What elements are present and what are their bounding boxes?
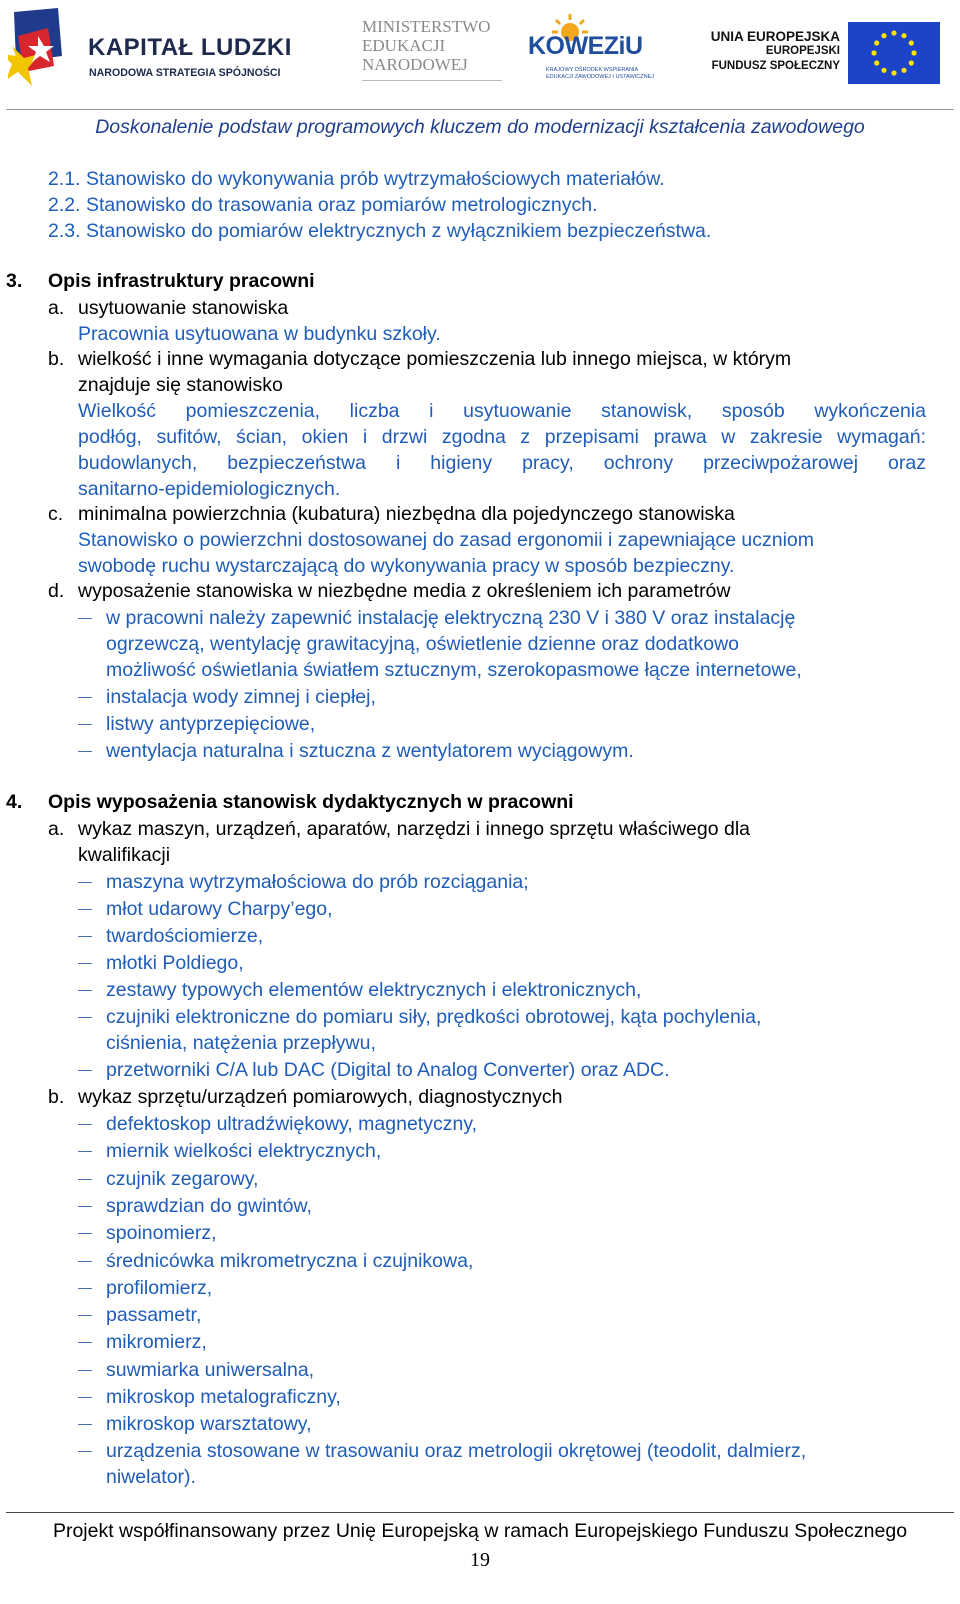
dash-bullet-icon: [78, 1124, 92, 1125]
dash-bullet-icon: [78, 1233, 92, 1234]
eu-star-icon: [881, 68, 886, 73]
dash-bullet-icon: [78, 1342, 92, 1343]
list-item: ogrzewczą, wentylację grawitacyjną, oświetlenie dzienne oraz dodatkowo: [106, 633, 740, 655]
list-item: w pracowni należy zapewnić instalację elektryczną 230 V i 380 V oraz instalację: [106, 607, 796, 629]
list-item: profilomierz,: [106, 1277, 213, 1299]
list-item: czujnik zegarowy,: [106, 1168, 259, 1190]
item-marker: a.: [48, 818, 65, 840]
item-answer: sanitarno-epidemiologicznych.: [78, 478, 341, 500]
ministry-line: MINISTERSTWO: [362, 17, 491, 36]
eu-star-icon: [901, 33, 906, 38]
list-item: mikroskop warsztatowy,: [106, 1413, 312, 1435]
list-item: defektoskop ultradźwiękowy, magnetyczny,: [106, 1113, 478, 1135]
footer-text: Projekt współfinansowany przez Unię Europejską w ramach Europejskiego Funduszu Społecznego: [52, 1520, 908, 1542]
list-item: mikroskop metalograficzny,: [106, 1386, 341, 1408]
list-item: urządzenia stosowane w trasowaniu oraz metrologii okrętowej (teodolit, dalmierz,: [106, 1440, 807, 1462]
dash-bullet-icon: [78, 1288, 92, 1289]
eu-logo-text: [700, 29, 840, 74]
ministry-line: NARODOWEJ: [362, 55, 468, 74]
station-item: 2.2. Stanowisko do trasowania oraz pomiarów metrologicznych.: [48, 194, 598, 216]
eu-star-icon: [881, 33, 886, 38]
list-item: przetworniki C/A lub DAC (Digital to Analog Converter) oraz ADC.: [106, 1059, 670, 1081]
list-item: ciśnienia, natężenia przepływu,: [106, 1032, 376, 1054]
eu-star-icon: [871, 50, 876, 55]
item-label: usytuowanie stanowiska: [78, 297, 289, 319]
list-item: miernik wielkości elektrycznych,: [106, 1140, 382, 1162]
eu-star-icon: [909, 40, 914, 45]
list-item: młotki Poldiego,: [106, 952, 244, 974]
dash-bullet-icon: [78, 1424, 92, 1425]
dash-bullet-icon: [78, 936, 92, 937]
list-item: passametr,: [106, 1304, 202, 1326]
page-number: 19: [470, 1549, 490, 1571]
item-marker: b.: [48, 348, 65, 370]
section-heading: Opis infrastruktury pracowni: [48, 270, 315, 292]
item-label: wykaz maszyn, urządzeń, aparatów, narzędzi i innego sprzętu właściwego dla: [78, 818, 751, 840]
dash-bullet-icon: [78, 1017, 92, 1018]
list-item: instalacja wody zimnej i ciepłej,: [106, 686, 376, 708]
kowezu-subtitle: [546, 67, 654, 81]
header-logos: [0, 0, 960, 110]
list-item: spoinomierz,: [106, 1222, 217, 1244]
dash-bullet-icon: [78, 1397, 92, 1398]
kowezu-title: KOWEZiU: [528, 32, 643, 60]
eu-star-icon: [891, 30, 896, 35]
eu-title: UNIA EUROPEJSKA: [710, 29, 840, 44]
dash-bullet-icon: [78, 909, 92, 910]
list-item: suwmiarka uniwersalna,: [106, 1359, 315, 1381]
item-label: znajduje się stanowisko: [78, 374, 283, 396]
list-item: niwelator).: [106, 1466, 196, 1488]
item-answer: Pracownia usytuowana w budynku szkoły.: [78, 323, 441, 345]
item-marker: b.: [48, 1086, 65, 1108]
dash-bullet-icon: [78, 1451, 92, 1452]
list-item: czujniki elektroniczne do pomiaru siły, prędkości obrotowej, kąta pochylenia,: [106, 1006, 762, 1028]
header-rule: [6, 109, 954, 110]
list-item: maszyna wytrzymałościowa do prób rozciągania;: [106, 871, 529, 893]
dash-bullet-icon: [78, 1315, 92, 1316]
section-number: 3.: [6, 270, 23, 292]
eu-star-icon: [909, 60, 914, 65]
item-marker: c.: [48, 503, 64, 525]
ministry-underline: [362, 80, 502, 81]
eu-star-icon: [874, 60, 879, 65]
list-item: twardościomierze,: [106, 925, 264, 947]
kowezu-sub-line: EDUKACJI ZAWODOWEJ I USTAWICZNEJ: [546, 74, 654, 80]
footer-rule: [6, 1512, 954, 1513]
item-label: kwalifikacji: [78, 844, 171, 866]
list-item: sprawdzian do gwintów,: [106, 1195, 312, 1217]
eu-star-icon: [891, 70, 896, 75]
dash-bullet-icon: [78, 1151, 92, 1152]
ministry-logo-text: [362, 17, 490, 74]
dash-bullet-icon: [78, 1206, 92, 1207]
list-item: wentylacja naturalna i sztuczna z wentylatorem wyciągowym.: [106, 740, 634, 762]
eu-sub-line: EUROPEJSKI: [765, 45, 840, 57]
list-item: możliwość oświetlania światłem sztucznym, szerokopasmowe łącze internetowe,: [106, 659, 802, 681]
dash-bullet-icon: [78, 751, 92, 752]
list-item: zestawy typowych elementów elektrycznych i elektronicznych,: [106, 979, 642, 1001]
dash-bullet-icon: [78, 1179, 92, 1180]
ministry-line: EDUKACJI: [362, 36, 446, 55]
kapital-ludzki-subtitle: NARODOWA STRATEGIA SPÓJNOŚCI: [89, 67, 281, 79]
item-label: wykaz sprzętu/urządzeń pomiarowych, diagnostycznych: [78, 1086, 563, 1108]
item-answer: podłóg, sufitów, ścian, okien i drzwi zgodna z przepisami prawa w zakresie wymagań:: [78, 426, 926, 448]
dash-bullet-icon: [78, 882, 92, 883]
eu-star-icon: [874, 40, 879, 45]
list-item: listwy antyprzepięciowe,: [106, 713, 316, 735]
list-item: średnicówka mikrometryczna i czujnikowa,: [106, 1250, 474, 1272]
item-answer: Wielkość pomieszczenia, liczba i usytuowanie stanowisk, sposób wykończenia: [78, 400, 926, 422]
eu-star-icon: [901, 68, 906, 73]
item-marker: a.: [48, 297, 65, 319]
item-answer: budowlanych, bezpieczeństwa i higieny pracy, ochrony przeciwpożarowej oraz: [78, 452, 926, 474]
item-marker: d.: [48, 580, 65, 602]
item-label: wyposażenie stanowiska w niezbędne media z określeniem ich parametrów: [78, 580, 731, 602]
eu-sub-line: FUNDUSZ SPOŁECZNY: [711, 60, 840, 72]
dash-bullet-icon: [78, 618, 92, 619]
eu-star-icon: [911, 50, 916, 55]
dash-bullet-icon: [78, 1070, 92, 1071]
item-label: wielkość i inne wymagania dotyczące pomieszczenia lub innego miejsca, w którym: [78, 348, 792, 370]
dash-bullet-icon: [78, 724, 92, 725]
dash-bullet-icon: [78, 697, 92, 698]
dash-bullet-icon: [78, 963, 92, 964]
station-item: 2.3. Stanowisko do pomiarów elektrycznych z wyłącznikiem bezpieczeństwa.: [48, 220, 712, 242]
project-title: Doskonalenie podstaw programowych kluczem do modernizacji kształcenia zawodowego: [95, 116, 865, 138]
item-answer: swobodę ruchu wystarczającą do wykonywania pracy w sposób bezpieczny.: [78, 555, 735, 577]
dash-bullet-icon: [78, 1370, 92, 1371]
list-item: mikromierz,: [106, 1331, 207, 1353]
list-item: młot udarowy Charpy’ego,: [106, 898, 333, 920]
kapital-ludzki-logo-icon: [8, 6, 66, 102]
dash-bullet-icon: [78, 1261, 92, 1262]
station-item: 2.1. Stanowisko do wykonywania prób wytrzymałościowych materiałów.: [48, 168, 665, 190]
section-heading: Opis wyposażenia stanowisk dydaktycznych w pracowni: [48, 791, 574, 813]
section-number: 4.: [6, 791, 23, 813]
item-answer: Stanowisko o powierzchni dostosowanej do zasad ergonomii i zapewniające uczniom: [78, 529, 814, 551]
kowezu-logo: [528, 20, 654, 90]
item-label: minimalna powierzchnia (kubatura) niezbędna dla pojedynczego stanowiska: [78, 503, 735, 525]
dash-bullet-icon: [78, 990, 92, 991]
kowezu-sub-line: KRAJOWY OŚRODEK WSPIERANIA: [546, 67, 639, 73]
eu-flag-icon: [848, 22, 940, 84]
kapital-ludzki-title: KAPITAŁ LUDZKI: [88, 34, 292, 61]
